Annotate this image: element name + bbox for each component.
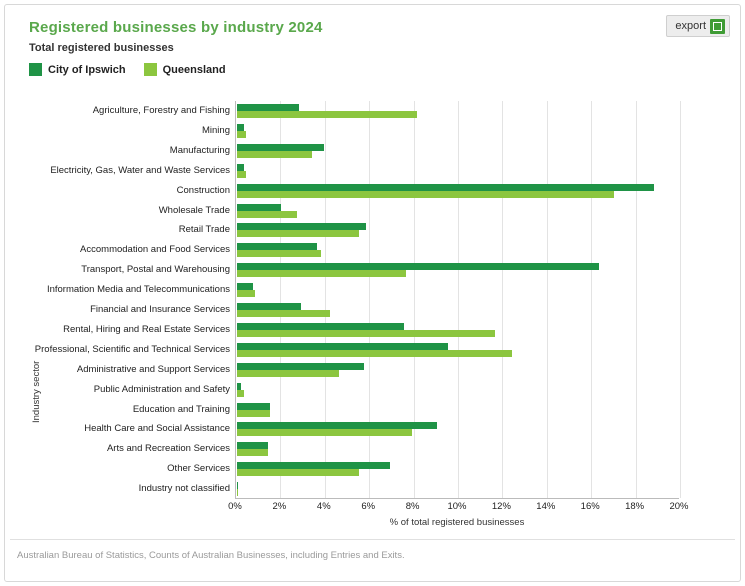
bar-series1 [237,124,244,131]
chart-category-row [81,260,679,280]
bar-series2 [237,230,359,237]
bar-series1 [237,164,244,171]
bar-series2 [237,111,417,118]
x-axis-tick-label: 16% [580,501,600,512]
x-axis-tick-label: 14% [536,501,556,512]
footer-divider [10,539,735,540]
bar-series1 [237,283,253,290]
bar-series1 [237,204,281,211]
bar-series2 [237,171,246,178]
bar-series2 [237,211,297,218]
x-axis-tick-label: 6% [361,501,376,512]
chart-category-row [50,161,679,181]
category-label: Accommodation and Food Services [80,244,230,256]
category-label: Information Media and Telecommunications [46,284,230,296]
category-label: Financial and Insurance Services [90,304,230,315]
chart-category-row [169,141,679,161]
legend-label-series2: Queensland [162,63,226,76]
chart-category-row [132,400,679,420]
legend-swatch-series1 [29,63,42,76]
bar-series1 [237,442,268,449]
x-axis-tick-label: 2% [272,501,287,512]
bar-series1 [237,422,437,429]
chart-category-row [202,121,679,141]
source-footnote: Australian Bureau of Statistics, Counts of Australian Businesses, including Entries and Exits. [17,550,405,561]
bar-series1 [237,144,324,151]
bar-series1 [237,482,238,489]
bar-series1 [237,223,366,230]
chart-category-row [90,300,679,320]
legend-swatch-series2 [144,63,157,76]
category-label: Construction [176,184,230,196]
bar-series2 [237,350,512,357]
spreadsheet-export-icon [710,19,725,34]
bar-series1 [237,263,599,270]
plot-area-wrapper [29,93,723,528]
category-label: Industry not classified [138,483,230,495]
chart-category-row [93,380,679,400]
legend-item-series1 [29,63,126,76]
chart-category-row [84,419,679,439]
x-axis-tick-label: 0% [228,501,242,512]
category-label: Retail Trade [178,224,230,236]
category-label: Mining [202,124,230,136]
bar-series1 [237,243,317,250]
bar-series2 [237,270,406,277]
x-axis-tick-label: 12% [491,501,511,512]
category-label: Agriculture, Forestry and Fishing [92,105,230,116]
bar-series1 [237,323,404,330]
chart-category-row [92,101,679,121]
chart-subtitle: Total registered businesses [29,42,174,54]
legend-item-series2 [144,63,226,76]
x-axis-tick-label: 18% [625,501,645,512]
export-button-label: export [675,20,706,32]
category-label: Other Services [167,463,230,475]
bar-series2 [237,469,359,476]
chart-category-row [178,220,679,240]
bar-series2 [237,151,312,158]
bar-series1 [237,303,301,310]
chart-category-row [80,240,679,260]
bar-series1 [237,104,299,111]
x-axis-tick-label: 8% [405,501,420,512]
bar-series1 [237,343,448,350]
x-axis-ticks [228,501,689,517]
chart-category-row [63,320,679,340]
chart-category-row [167,459,679,479]
bar-series1 [237,184,654,191]
chart-category-row [106,439,679,459]
category-label: Rental, Hiring and Real Estate Services [63,323,230,335]
bar-series1 [237,403,270,410]
category-label: Manufacturing [169,144,230,156]
bar-series2 [237,290,255,297]
chart-category-row [46,280,679,300]
category-label: Professional, Scientific and Technical Services [34,343,230,355]
page-title: Registered businesses by industry 2024 [29,19,323,36]
bar-series2 [237,449,268,456]
chart-legend [29,63,226,76]
category-label: Transport, Postal and Warehousing [81,264,230,276]
chart-category-row [176,181,679,201]
category-label: Arts and Recreation Services [106,443,230,455]
bar-series2 [237,310,330,317]
bar-series2 [237,250,321,257]
legend-label-series1: City of Ipswich [48,63,126,76]
bar-series2 [237,489,238,496]
bar-series1 [237,363,364,370]
bar-series1 [237,383,241,390]
category-label: Public Administration and Safety [93,383,230,395]
x-axis-tick-label: 4% [316,501,331,512]
y-axis-title: Industry sector [31,360,42,423]
x-axis-tick-label: 10% [447,501,467,512]
bar-series2 [237,131,246,138]
bar-series2 [237,330,495,337]
bar-series2 [237,370,339,377]
bar-series2 [237,410,270,417]
chart-category-row [158,201,679,221]
category-label: Wholesale Trade [158,204,230,216]
x-axis-tick-label: 20% [669,501,689,512]
chart-category-row [34,340,679,360]
export-button[interactable] [666,15,730,37]
bar-series1 [237,462,390,469]
bar-series2 [237,429,412,436]
category-label: Education and Training [132,403,230,415]
bar-series2 [237,390,244,397]
chart-frame [4,4,741,582]
chart-category-row [76,360,679,380]
x-axis-title: % of total registered businesses [389,517,525,528]
gridline [680,101,681,498]
chart-category-row [138,479,679,499]
category-label: Electricity, Gas, Water and Waste Services [50,164,230,176]
bar-series2 [237,191,614,198]
category-label: Administrative and Support Services [76,363,230,375]
category-label: Health Care and Social Assistance [84,423,230,435]
